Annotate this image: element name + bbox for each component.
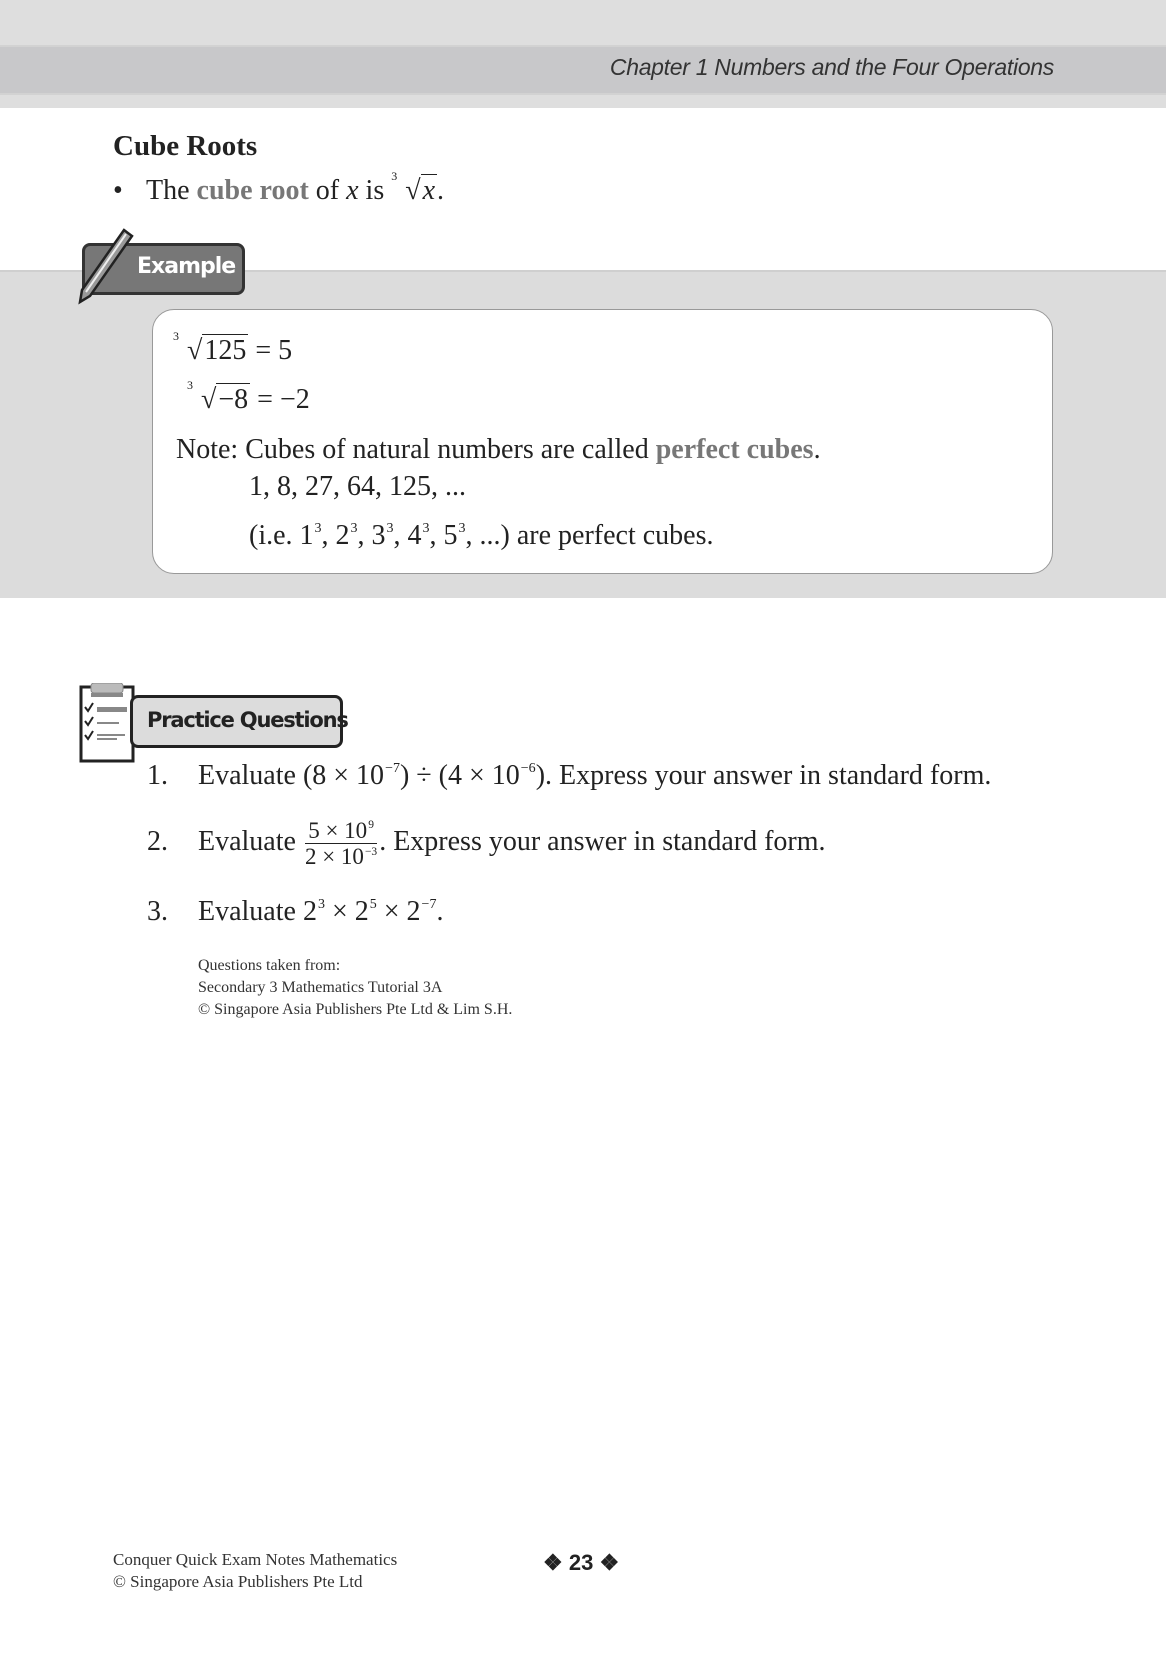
exponent: 3 [458, 521, 466, 537]
source-line: Secondary 3 Mathematics Tutorial 3A [198, 979, 443, 996]
power-term: , $4^3$ [393, 520, 430, 551]
bullet-dot: • [113, 175, 123, 206]
bullet-item: • The cube root of x is 3 √x. [113, 169, 445, 206]
ornament-right-icon: ❖ [593, 1550, 620, 1575]
source-line: Questions taken from: [198, 957, 341, 974]
section-heading: Cube Roots [113, 130, 258, 162]
highlight-term: perfect cubes [655, 434, 814, 465]
note-line: Note: Cubes of natural numbers are called perfect cubes. [176, 434, 821, 465]
clipboard-icon [79, 683, 137, 763]
power-term: $1^3$ [299, 520, 322, 551]
exponent: 3 [422, 521, 430, 537]
power-term: , $3^3$ [357, 520, 394, 551]
ornament-left-icon: ❖ [543, 1550, 569, 1575]
cube-root-expression: 3 √x [391, 169, 436, 206]
fraction: $\frac{5 \times 10^9}{2 \times 10^{-3}}$ [304, 818, 378, 870]
power-term: , $5^3$ [429, 520, 466, 551]
exponent: 3 [386, 521, 394, 537]
chapter-title: Chapter 1 Numbers and the Four Operations [609, 54, 1054, 80]
footer-copyright: © Singapore Asia Publishers Pte Ltd [113, 1572, 363, 1591]
example-tag: Example [82, 243, 245, 295]
example-line-2: 3 √−8 = −2 [187, 378, 310, 415]
example-line-1: 3 √125 = 5 [173, 329, 293, 366]
exponent: 3 [314, 521, 322, 537]
page-number: ❖ 23 ❖ [543, 1550, 620, 1575]
exponent: 3 [350, 521, 358, 537]
ie-line: (i.e. $1^3$, $2^3$, $3^3$, $4^3$, $5^3$, ...) are perfect cubes. [249, 520, 714, 551]
pen-icon [76, 226, 136, 306]
footer-book-title: Conquer Quick Exam Notes Mathematics [113, 1550, 398, 1569]
source-line: © Singapore Asia Publishers Pte Ltd & Lim S.H. [198, 1001, 513, 1018]
highlight-term: cube root [196, 175, 309, 206]
example-box [152, 309, 1053, 574]
power-term: , $2^3$ [321, 520, 358, 551]
practice-questions-tag: Practice Questions [130, 695, 343, 748]
sequence-line: 1, 8, 27, 64, 125, ... [249, 471, 466, 502]
